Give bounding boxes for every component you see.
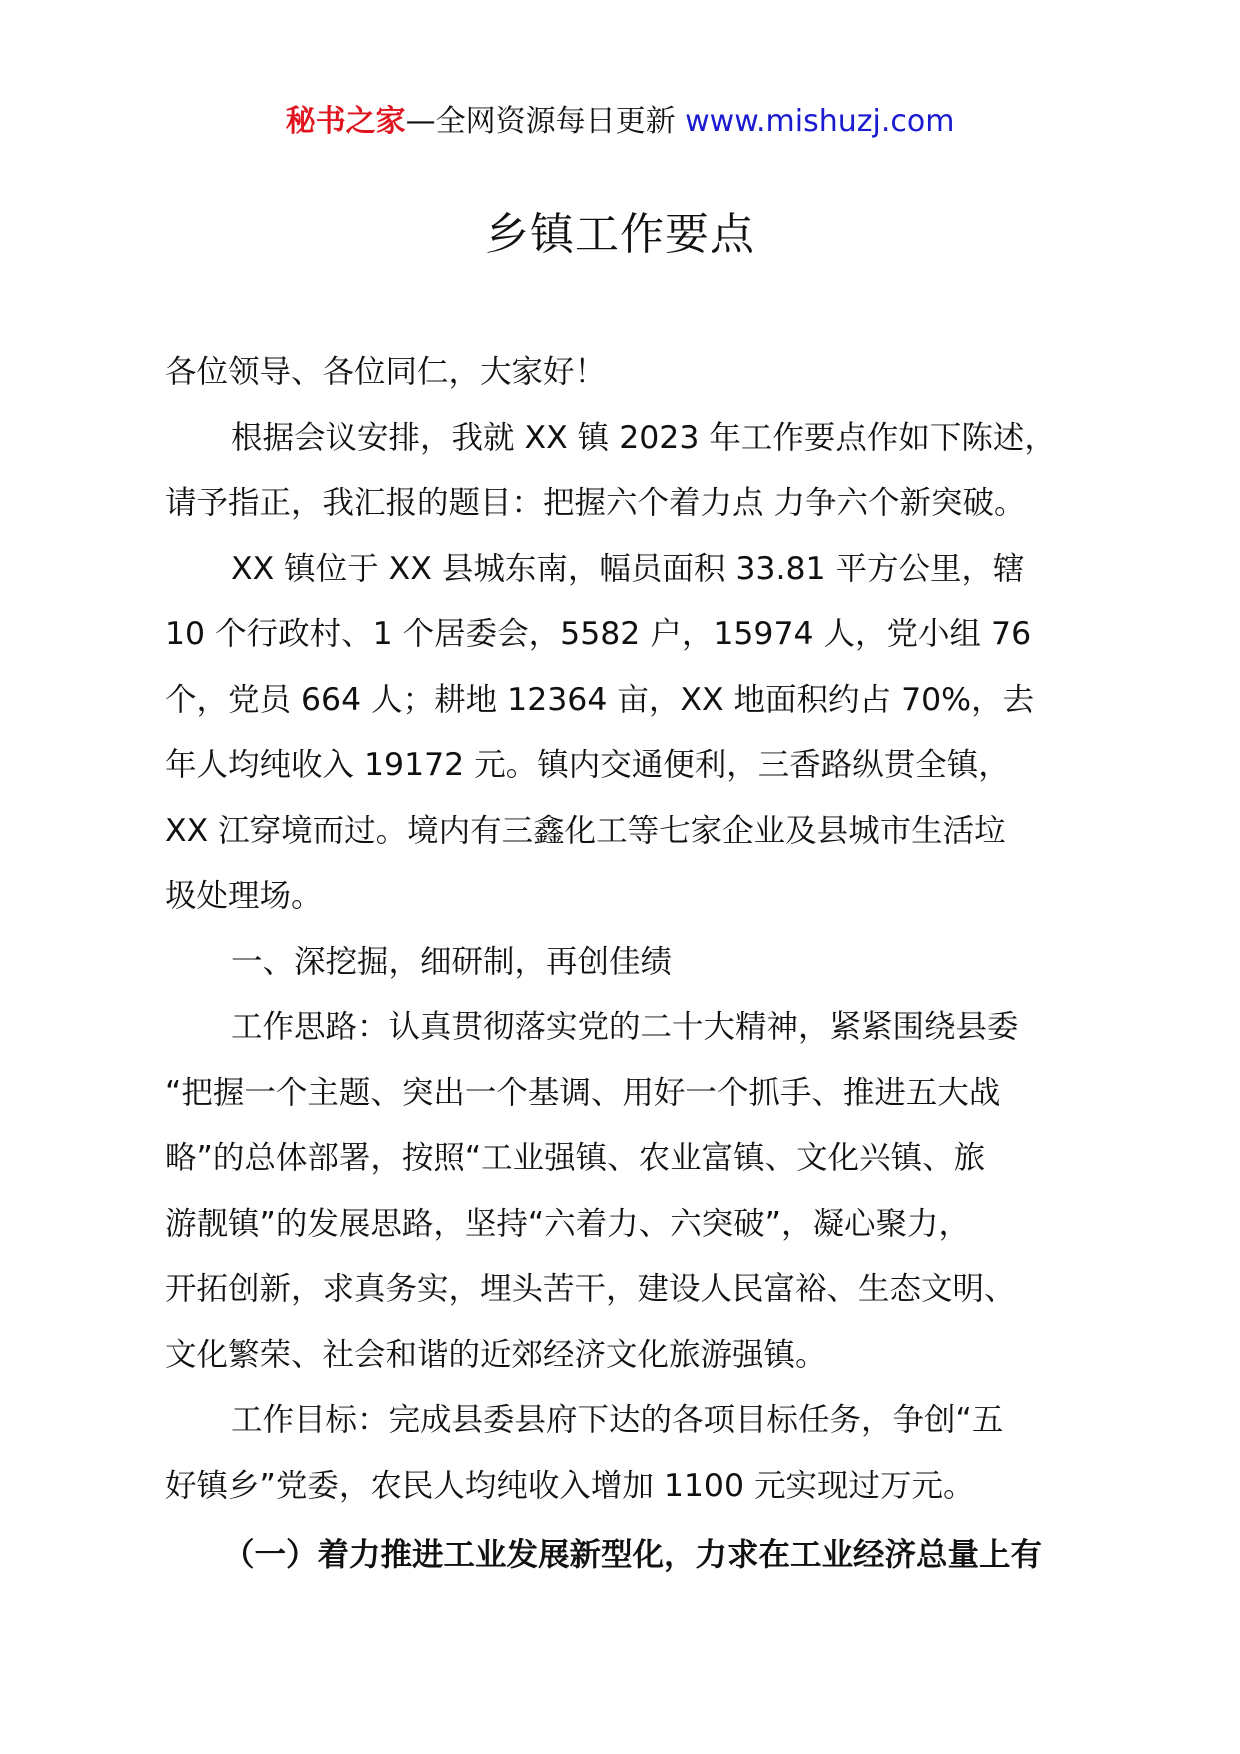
paragraph-line: 略”的总体部署，按照“工业强镇、农业富镇、文化兴镇、旅 <box>165 1140 986 1176</box>
paragraph-line: 文化繁荣、社会和谐的近郊经济文化旅游强镇。 <box>165 1336 827 1373</box>
paragraph-line: 10 个行政村、1 个居委会，5582 户，15974 人，党小组 76 <box>165 616 1032 652</box>
site-brand: 秘书之家 <box>285 104 406 139</box>
paragraph-line: 根据会议安排，我就 XX 镇 2023 年工作要点作如下陈述， <box>231 419 1056 456</box>
paragraph-line: 工作目标：完成县委县府下达的各项目标任务，争创“五 <box>231 1402 1004 1438</box>
salutation-line: 各位领导、各位同仁，大家好！ <box>165 354 607 390</box>
document-body <box>165 340 1105 1591</box>
paragraph-line: 个，党员 664 人；耕地 12364 亩，XX 地面积约占 70%，去 <box>165 681 1035 718</box>
paragraph-line: 圾处理场。 <box>165 878 323 914</box>
site-header <box>0 102 1240 142</box>
paragraph-line: 请予指正，我汇报的题目：把握六个着力点 力争六个新突破。 <box>165 485 1026 521</box>
paragraph-line: “把握一个主题、突出一个基调、用好一个抓手、推进五大战 <box>165 1074 1001 1111</box>
site-url-link[interactable]: www.mishuzj.com <box>685 104 955 139</box>
document-title: 乡镇工作要点 <box>485 209 755 260</box>
paragraph-line: 游靓镇”的发展思路，坚持“六着力、六突破”，凝心聚力， <box>165 1205 970 1242</box>
paragraph-line: XX 江穿境而过。境内有三鑫化工等七家企业及县城市生活垃 <box>165 812 1006 849</box>
site-tagline: —全网资源每日更新 <box>405 104 686 139</box>
paragraph-line: 好镇乡”党委，农民人均纯收入增加 1100 元实现过万元。 <box>165 1467 975 1504</box>
paragraph-line: 年人均纯收入 19172 元。镇内交通便利，三香路纵贯全镇， <box>165 747 1010 783</box>
paragraph-line: 开拓创新，求真务实，埋头苦干，建设人民富裕、生态文明、 <box>165 1271 1016 1307</box>
section-heading: 一、深挖掘，细研制，再创佳绩 <box>231 943 673 980</box>
paragraph-line: XX 镇位于 XX 县城东南，幅员面积 33.81 平方公里，辖 <box>231 550 1025 587</box>
subsection-heading: （一）着力推进工业发展新型化，力求在工业经济总量上有 <box>223 1537 1043 1573</box>
paragraph-line: 工作思路：认真贯彻落实党的二十大精神，紧紧围绕县委 <box>231 1009 1019 1045</box>
